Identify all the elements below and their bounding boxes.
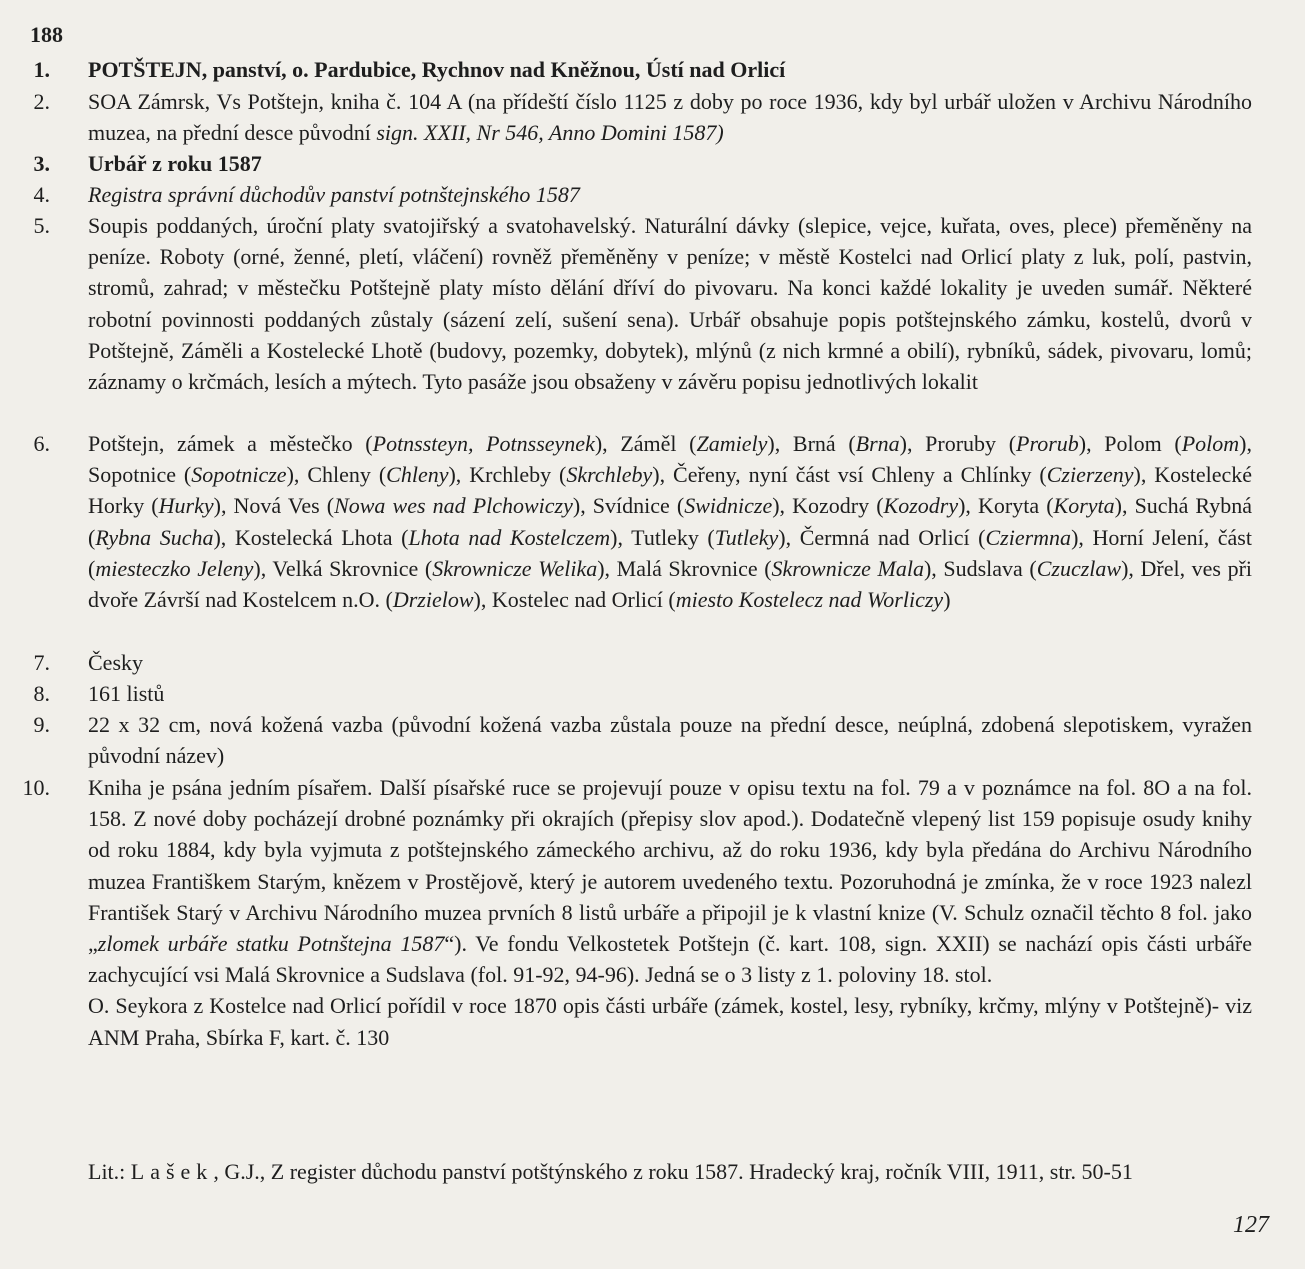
item-text	[88, 86, 1252, 148]
item-text-segment: ), Kostelecká Lhota (	[213, 524, 409, 550]
item-text-segment: ), Kozodry (	[772, 493, 884, 519]
entry-number: 188	[30, 22, 63, 47]
item-text	[88, 772, 1252, 1053]
item-text-italic: Koryta	[1053, 493, 1115, 519]
item-text-italic: sign. XXII, Nr 546, Anno Domini 1587)	[376, 120, 724, 146]
item-text	[88, 678, 1252, 709]
item-text-segment: ), Sopotnice (	[88, 431, 1252, 488]
item-text-italic: Skrownicze Mala	[771, 555, 924, 581]
item-text-segment: Potštejn, zámek a městečko (	[88, 431, 373, 456]
item-number: 2.	[33, 89, 50, 114]
item-text-italic: zlomek urbáře statku Potnštejna 1587	[97, 931, 445, 957]
item-text-segment: ), Koryta (	[958, 493, 1054, 519]
item-text	[88, 210, 1252, 397]
item-text-segment: ), Suchá Rybná (	[88, 493, 1252, 550]
item-text-italic: Brna	[855, 431, 900, 456]
item-text-segment: ), Malá Skrovnice (	[597, 555, 772, 581]
item-text-italic: Nowa wes nad Plchowiczy	[334, 493, 573, 519]
literature-rest: , G.J., Z register důchodu panství potštýnského z roku 1587. Hradecký kraj, ročník VIII, 1911, str. 50-51	[213, 1159, 1133, 1184]
item-number: 7.	[33, 650, 50, 675]
item-text	[88, 179, 1252, 210]
item-text-segment: Urbář z roku 1587	[88, 151, 262, 176]
item-text-segment: Česky	[88, 650, 143, 675]
item-text-segment: ), Kostelecké Horky (	[88, 462, 1252, 519]
item-text-segment: ), Brná (	[767, 431, 856, 456]
item-text-italic: Czuczlaw	[1036, 555, 1122, 581]
item-text-segment: “). Ve fondu Velkostetek Potštejn (č. kart. 108, sign. XXII) se nachází opis části urbáře zachycující vsi Malá Skrovnice a Sudslava (fol. 91-92, 94-96). Jedná se o 3 listy z 1. poloviny 18. stol.	[88, 931, 1252, 988]
item-text-italic: Registra správní důchodův panství potnštejnského 1587	[88, 182, 580, 207]
item-text-segment: ), Chleny (	[286, 462, 387, 488]
item-text-italic: Hurky	[158, 493, 214, 519]
literature-author: Lašek	[130, 1159, 214, 1184]
item-text-segment: )	[943, 587, 951, 613]
item-text-italic: Lhota nad Kostelczem	[408, 524, 611, 550]
item-text-italic: Zamiely	[696, 431, 768, 456]
item-text-italic: Drzielow	[392, 587, 474, 613]
item-text-italic: Swidnicze	[684, 493, 773, 519]
item-text-italic: Skrchleby	[566, 462, 653, 488]
item-number: 6.	[33, 431, 50, 456]
item-number: 1.	[33, 57, 50, 82]
item-number: 3.	[33, 151, 50, 176]
item-text-italic: Potnssteyn, Potnsseynek	[372, 431, 595, 456]
item-text-segment: POTŠTEJN, panství, o. Pardubice, Rychnov nad Kněžnou, Ústí nad Orlicí	[88, 57, 786, 82]
item-text	[88, 148, 1252, 179]
item-text	[88, 428, 1252, 615]
item-number: 5.	[33, 213, 50, 238]
item-text-segment: ), Horní Jelení, část (	[88, 524, 1252, 581]
item-text	[88, 709, 1252, 771]
item-text-italic: Kozodry	[883, 493, 959, 519]
item-text-segment: ), Tutleky (	[610, 524, 715, 550]
item-text-segment: ), Sudslava (	[923, 555, 1037, 581]
item-text-italic: Tutleky	[714, 524, 779, 550]
item-text-segment: ), Polom (	[1078, 431, 1182, 456]
item-text-italic: Czierzeny	[1046, 462, 1134, 488]
item-text-italic: Polom	[1181, 431, 1240, 456]
item-text-italic: Rybna Sucha	[95, 524, 214, 550]
item-extra-paragraph: O. Seykora z Kostelce nad Orlicí pořídil v roce 1870 opis části urbáře (zámek, kostel, lesy, rybníky, krčmy, mlýny v Potštejně)- viz ANM Praha, Sbírka F, kart. č. 130	[88, 993, 1252, 1050]
item-text	[88, 647, 1252, 678]
item-text-italic: Cziermna	[985, 524, 1072, 550]
item-text-segment: 161 listů	[88, 681, 165, 706]
item-text-segment: SOA Zámrsk, Vs Potštejn, kniha č. 104 A (na přídeští číslo 1125 z doby po roce 1936, kdy byl urbář uložen v Archivu Národního muzea, na přední desce původní	[88, 89, 1252, 146]
item-number: 10.	[22, 775, 50, 800]
item-text-segment: ), Kostelec nad Orlicí (	[473, 587, 676, 613]
item-text-segment: ), Krchleby (	[448, 462, 567, 488]
item-text-segment: ), Proruby (	[899, 431, 1017, 456]
item-text-segment: Kniha je psána jedním písařem. Další písařské ruce se projevují pouze v opisu textu na fol. 79 a v poznámce na fol. 8O a na fol. 158. Z nové doby pocházejí drobné poznámky při okrajích (přepisy slov apod.). Dodatečně vlepený list 159 popisuje osudy knihy od roku 1884, kdy byla vyjmuta z potštejnského zámeckého archivu, až do roku 1936, kdy byla předána do Archivu Národního muzea Františkem Starým, knězem v Prostějově, který je autorem uvedeného textu. Pozoruhodná je zmínka, že v roce 1923 nalezl František Starý v Archivu Národního muzea prvních 8 listů urbáře a připojil je k vlastní knize (V. Schulz označil těchto 8 fol. jako „	[88, 775, 1252, 957]
item-text-segment: ), Záměl (	[594, 431, 697, 456]
item-text-italic: miesteczko Jeleny	[95, 555, 254, 581]
item-text-segment: ), Nová Ves (	[213, 493, 335, 519]
item-text-italic: Prorub	[1016, 431, 1079, 456]
item-text-segment: ), Čeřeny, nyní část vsí Chleny a Chlínky (	[652, 462, 1047, 488]
item-text-italic: Sopotnicze	[191, 462, 287, 488]
item-text-segment: 22 x 32 cm, nová kožená vazba (původní kožená vazba zůstala pouze na přední desce, neúplná, zdobená slepotiskem, vyražen původní název)	[88, 712, 1252, 769]
item-text-segment: ), Čermná nad Orlicí (	[778, 524, 986, 550]
item-text	[88, 54, 1252, 85]
item-text-segment: ), Dřel, ves při dvoře Závrší nad Kostelcem n.O. (	[88, 555, 1253, 613]
item-text-italic: Skrownicze Welika	[432, 555, 598, 581]
item-text-segment: ), Svídnice (	[572, 493, 685, 519]
item-text-segment: ), Velká Skrovnice (	[253, 555, 433, 581]
page-folio: 127	[1233, 1212, 1269, 1238]
item-number: 4.	[33, 182, 50, 207]
literature-reference	[88, 1156, 1252, 1187]
item-number: 9.	[33, 712, 50, 737]
item-number: 8.	[33, 681, 50, 706]
item-text-segment: Soupis poddaných, úroční platy svatojiřský a svatohavelský. Naturální dávky (slepice, vejce, kuřata, oves, plece) přeměněny na peníze. Roboty (orné, ženné, pletí, vláčení) rovněž přeměněny v peníze; v městě Kostelci nad Orlicí platy z luk, polí, pastvin, stromů, zahrad; v městečku Potštejně platy místo dělání dříví do pivovaru. Na konci každé lokality je uveden sumář. Některé robotní povinnosti poddaných zůstaly (sázení zelí, sušení sena). Urbář obsahuje popis potštejnského zámku, kostelů, dvorů v Potštejně, Záměli a Kostelecké Lhotě (budovy, pozemky, dobytek), mlýnů (z nich krmné a obilí), rybníků, sádek, pivovaru, lomů; záznamy o krčmách, lesích a mýtech. Tyto pasáže jsou obsaženy v závěru popisu jednotlivých lokalit	[88, 213, 1252, 395]
item-text-italic: Chleny	[386, 462, 449, 488]
item-text-italic: miesto Kostelecz nad Worliczy	[675, 587, 944, 613]
literature-prefix: Lit.:	[88, 1159, 131, 1184]
